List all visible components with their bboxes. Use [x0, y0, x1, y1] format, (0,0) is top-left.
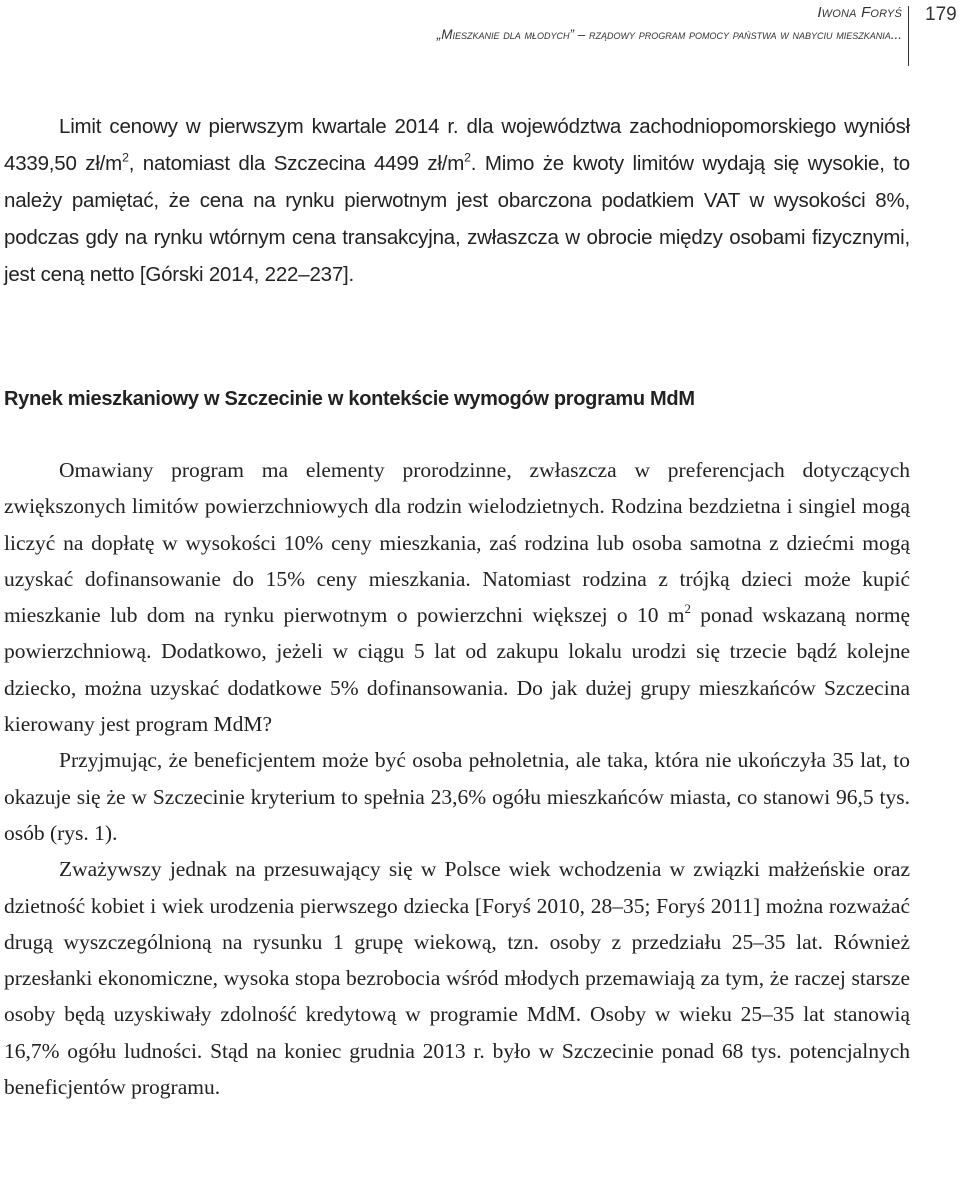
paragraph-1-text-1: Omawiany program ma elementy prorodzinne, zwłaszcza w preferencjach dotyczących zwiększonych limitów powierzchniowych dla rodzin wielodzietnych. Rodzina bezdzietna i singiel mogą liczyć na dopłatę w wysokości 10% ceny mieszkania, zaś rodzina lub osoba samotna z dziećmi mogą uzyskać dofinansowanie do 15% ceny mieszkania. Natomiast rodzina z trójką dzieci może kupić mieszkanie lub dom na rynku pierwotnym o powierzchni większej o 10 m	[4, 458, 910, 628]
intro-paragraph	[4, 108, 910, 293]
intro-text-1: Limit cenowy w pierwszym kwartale 2014 r. dla województwa zachodniopomorskiego wyniósł 4339,50 zł/m	[4, 115, 910, 175]
intro-superscript-2: 2	[464, 150, 471, 165]
body-paragraph-3: Zważywszy jednak na przesuwający się w Polsce wiek wchodzenia w związki małżeńskie oraz dzietność kobiet i wiek urodzenia pierwszego dziecka [Foryś 2010, 28–35; Foryś 2011] można rozważać drugą wyszczególnioną na rysunku 1 grupę wiekową, tzn. osoby z przedziału 25–35 lat. Również przesłanki ekonomiczne, wysoka stopa bezrobocia wśród młodych przemawiają za tym, że raczej starsze osoby będą uzyskiwały zdolność kredytową w programie MdM. Osoby w wieku 25–35 lat stanowią 16,7% ogółu ludności. Stąd na koniec grudnia 2013 r. było w Szczecinie ponad 68 tys. potencjalnych beneficjentów programu.	[4, 857, 910, 1100]
intro-superscript-1: 2	[122, 150, 129, 165]
body-paragraph-1	[4, 452, 910, 742]
section-heading: Rynek mieszkaniowy w Szczecinie w kontekście wymogów programu MdM	[4, 388, 695, 410]
running-title: „Mieszkanie dla młodych” – rządowy program pomocy państwa w nabyciu mieszkania...	[436, 27, 902, 42]
body-paragraph-2: Przyjmując, że beneficjentem może być osoba pełnoletnia, ale taka, która nie ukończyła 35 lat, to okazuje się że w Szczecinie kryterium to spełnia 23,6% ogółu mieszkańców miasta, co stanowi 96,5 tys. osób (rys. 1).	[4, 748, 910, 845]
intro-text-2: , natomiast dla Szczecina 4499 zł/m	[128, 152, 465, 175]
page-header	[0, 0, 960, 66]
page-number: 179	[925, 4, 957, 25]
section-body	[4, 452, 910, 1105]
running-author: Iwona Foryś	[817, 4, 902, 21]
intro-text-3: . Mimo że kwoty limitów wydają się wysokie, to należy pamiętać, że cena na rynku pierwotnym jest obarczona podatkiem VAT w wysokości 8%, podczas gdy na rynku wtórnym cena transakcyjna, zwłaszcza w obrocie między osobami fizycznymi, jest ceną netto [Górski 2014, 222–237].	[4, 152, 910, 286]
paragraph-1-superscript: 2	[684, 602, 691, 617]
header-divider	[908, 6, 909, 66]
paragraph-1-text-2: ponad wskazaną normę powierzchniową. Dodatkowo, jeżeli w ciągu 5 lat od zakupu lokalu urodzi się trzecie bądź kolejne dziecko, można uzyskać dodatkowe 5% dofinansowania. Do jak dużej grupy mieszkańców Szczecina kierowany jest program MdM?	[4, 603, 910, 737]
